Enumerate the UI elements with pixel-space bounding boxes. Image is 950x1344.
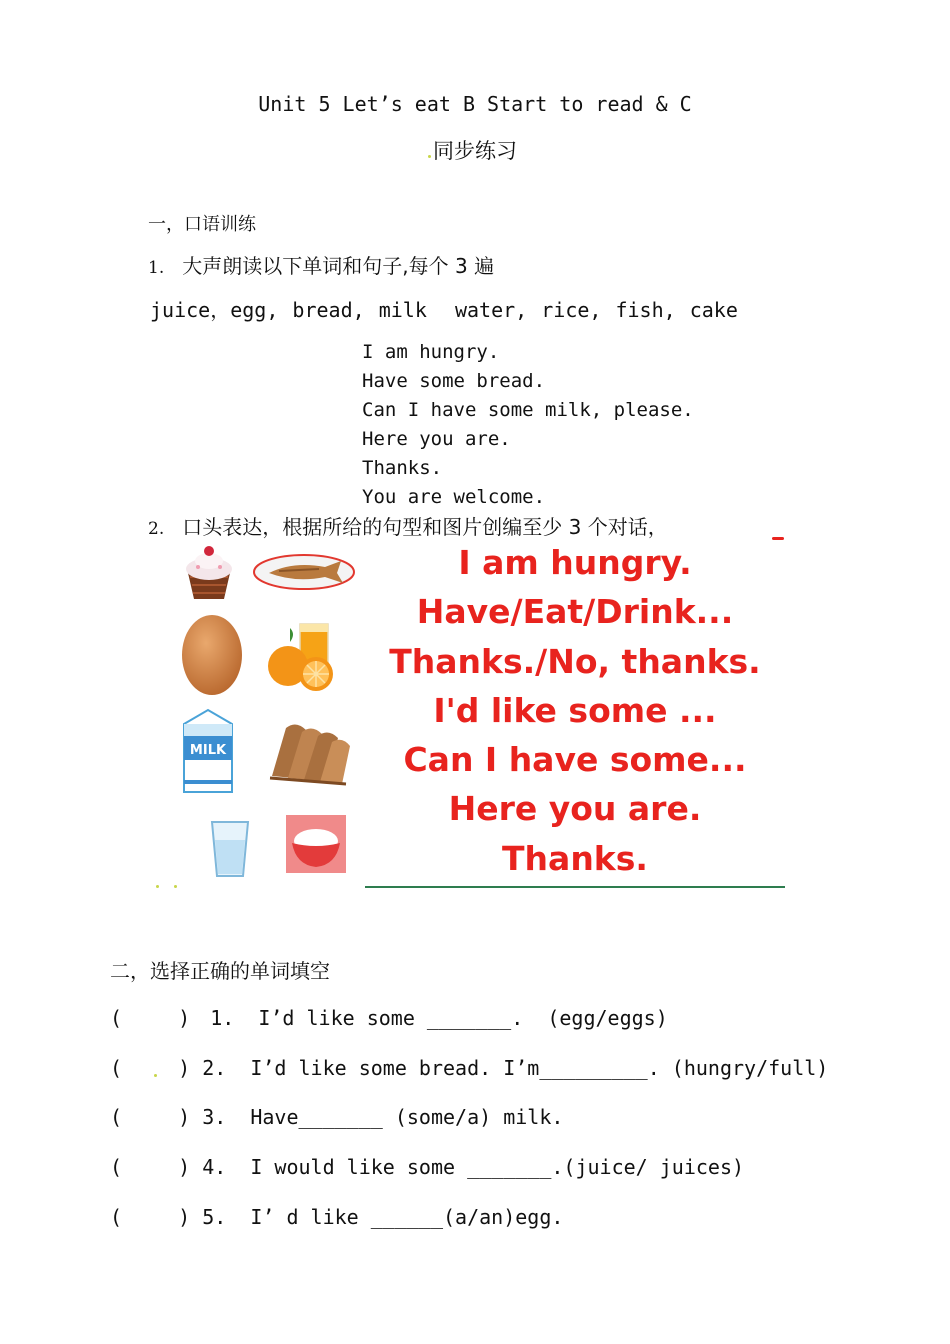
answer-paren-close: ) — [178, 1205, 191, 1229]
answer-paren-close: ) — [178, 1056, 191, 1080]
pattern-4: I'd like some ... — [433, 690, 717, 730]
pattern-1: I am hungry. — [458, 543, 692, 582]
pattern-6: Here you are. — [448, 789, 702, 829]
sentence-3: Can I have some milk, please. — [362, 399, 694, 421]
answer-paren-open: ( — [110, 1105, 123, 1129]
pattern-7: Thanks. — [502, 838, 648, 878]
bread-icon — [266, 718, 352, 788]
exercise-text: 5. I’ d like ______(a/an)egg. — [202, 1205, 564, 1229]
water-glass-icon — [207, 818, 253, 880]
exercise-text: 4. I would like some _______.(juice/ juices) — [202, 1155, 745, 1179]
svg-text:MILK: MILK — [189, 743, 227, 758]
rice-bowl-icon — [286, 815, 346, 873]
orange-juice-icon — [266, 622, 340, 692]
section2-title: 二，选择正确的单词填空 — [110, 959, 330, 983]
question-1 — [148, 250, 494, 279]
question-2-number: 2. — [148, 519, 165, 539]
pattern-5: Can I have some... — [403, 740, 747, 780]
decorative-dot — [428, 155, 431, 158]
exercise-text: 2. I’d like some bread. I’m_________. (hungry/full) — [202, 1056, 829, 1080]
sentence-2: Have some bread. — [362, 370, 546, 392]
fish-icon — [253, 553, 355, 591]
exercise-1 — [110, 1006, 668, 1030]
pattern-2: Have/Eat/Drink... — [416, 592, 734, 632]
question-2-text: 口头表达，根据所给的句型和图片创编至少 3 个对话， — [182, 515, 668, 539]
sentence-4: Here you are. — [362, 428, 511, 450]
decorative-dot — [156, 885, 159, 888]
milk-carton-icon — [176, 706, 240, 796]
question-1-number: 1. — [148, 258, 165, 278]
answer-paren-open: ( — [110, 1056, 123, 1080]
question-2 — [148, 511, 668, 540]
sentence-pattern-list — [365, 538, 785, 883]
cake-icon — [178, 543, 240, 603]
answer-paren-open: ( — [110, 1205, 123, 1229]
sentence-list — [362, 338, 694, 512]
answer-paren-close: ) — [178, 1105, 191, 1129]
answer-paren-close: ) — [178, 1006, 191, 1030]
sentence-6: You are welcome. — [362, 486, 546, 508]
sentence-1: I am hungry. — [362, 341, 500, 363]
pattern-3: Thanks./No, thanks. — [389, 641, 761, 681]
exercise-text: 1. I’d like some _______. (egg/eggs) — [210, 1006, 668, 1030]
decorative-dot — [174, 885, 177, 888]
answer-paren-open: ( — [110, 1155, 123, 1179]
exercise-3 — [110, 1105, 563, 1129]
answer-paren-open: ( — [110, 1006, 123, 1030]
decorative-dot — [154, 1074, 157, 1077]
word-list: juice，egg, bread, milk water, rice, fish, cake — [150, 298, 738, 322]
exercise-5 — [110, 1205, 563, 1229]
egg-icon — [180, 610, 244, 696]
section1-title: 一，口语训练 — [148, 214, 256, 235]
question-1-text: 大声朗读以下单词和句子,每个 3 遍 — [182, 254, 495, 278]
page-title: Unit 5 Let’s eat B Start to read & C — [258, 92, 692, 116]
exercise-4 — [110, 1155, 744, 1179]
answer-paren-close: ) — [178, 1155, 191, 1179]
page-subtitle: 同步练习 — [433, 139, 517, 163]
exercise-2 — [110, 1056, 828, 1080]
divider-line — [365, 886, 785, 888]
sentence-5: Thanks. — [362, 457, 443, 479]
exercise-text: 3. Have_______ (some/a) milk. — [202, 1105, 564, 1129]
